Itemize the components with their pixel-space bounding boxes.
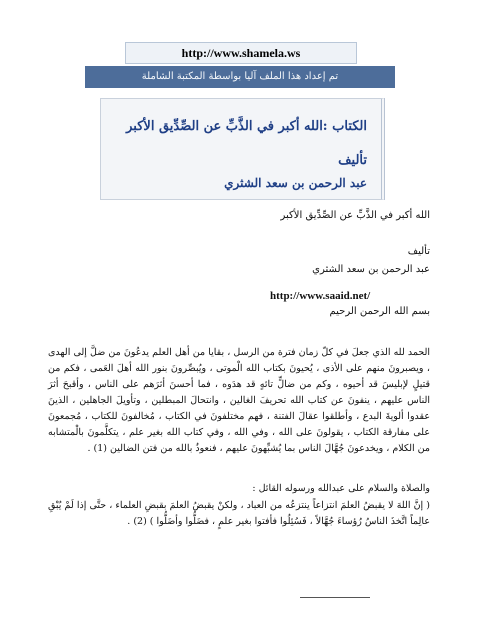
hadith-paragraph: ( إنَّ اللهَ لا يقبضُ العلمَ انتزاعاً ينتزعُه من العباد ، ولكنْ يقبضُ العلمَ بقبضِ العلماء ، حتَّى إذا لَمْ يُبْقِ عالِماً اتَّخذَ الناسُ رُؤساءَ جُهَّالاً ، فَسُئِلُوا فأفتوا بغير علمٍ ، فضَلُّوا وأضَلُّوا ) (2) .	[48, 500, 430, 527]
cover-title-box	[100, 98, 385, 200]
cover-author-heading: تأليف	[338, 153, 367, 168]
cover-author-name: عبد الرحمن بن سعد الشثري	[224, 176, 367, 190]
generated-banner: تم إعداد هذا الملف آليا بواسطة المكتبة الشاملة	[85, 66, 395, 88]
author-name: عبد الرحمن بن سعد الشثري	[312, 264, 430, 275]
book-title-line: الكتاب :الله أكبر في الذَّبِّ عن الصِّدِّيق الأكبر	[126, 119, 367, 134]
source-url: http://www.shamela.ws	[125, 42, 357, 64]
author-label: تأليف	[407, 246, 430, 257]
document-title: الله أكبر في الذَّبِّ عن الصِّدِّيق الأكبر	[280, 210, 430, 221]
salutation-paragraph: والصلاة والسلام على عبدالله ورسوله القائل :	[252, 483, 430, 494]
footnote-separator	[300, 597, 370, 598]
website-link[interactable]: http://www.saaid.net/	[270, 290, 371, 302]
basmala: بسم الله الرحمن الرحيم	[329, 306, 430, 317]
intro-paragraph: الحمد لله الذي جعلَ في كلّ زمان فترة من الرسل ، بقايا من أهل العلم يدعُونَ من ضلَّ إلى الهدى ، ويصبرونَ منهم على الأذى ، يُحيونَ بكتاب الله الْموتى ، ويُبصِّرونَ بنور الله أهلَ العَمى ، فكم من قتيلٍ لإبليسَ قد أحيوه ، وكم من ضالٍّ تائهٍ قد هدَوه ، فما أحسنَ أثرَهم على الناس ، وأقبحَ أثرَ الناس عليهم ، ينفونَ عن كتاب الله تحريفَ الغالين ، وانتحالَ المبطلين ، وتأويلَ الجاهلين ، الذينَ عقدوا ألويةَ البدع ، وأطلقوا عقالَ الفتنة ، فهم مختلفونَ في الكتاب ، مُخالفونَ للكتاب ، مُجمعونَ على مفارقة الكتاب ، يقولونَ على الله ، وفي الله ، وفي كتاب الله بغير علم ، يتكلَّمونَ بالْمتشابه من الكلام ، ويخدعونَ جُهَّالَ الناس بما يُشبِّهونَ عليهم ، فنعوذُ بالله من فتن الضالين (1) .	[48, 347, 430, 454]
